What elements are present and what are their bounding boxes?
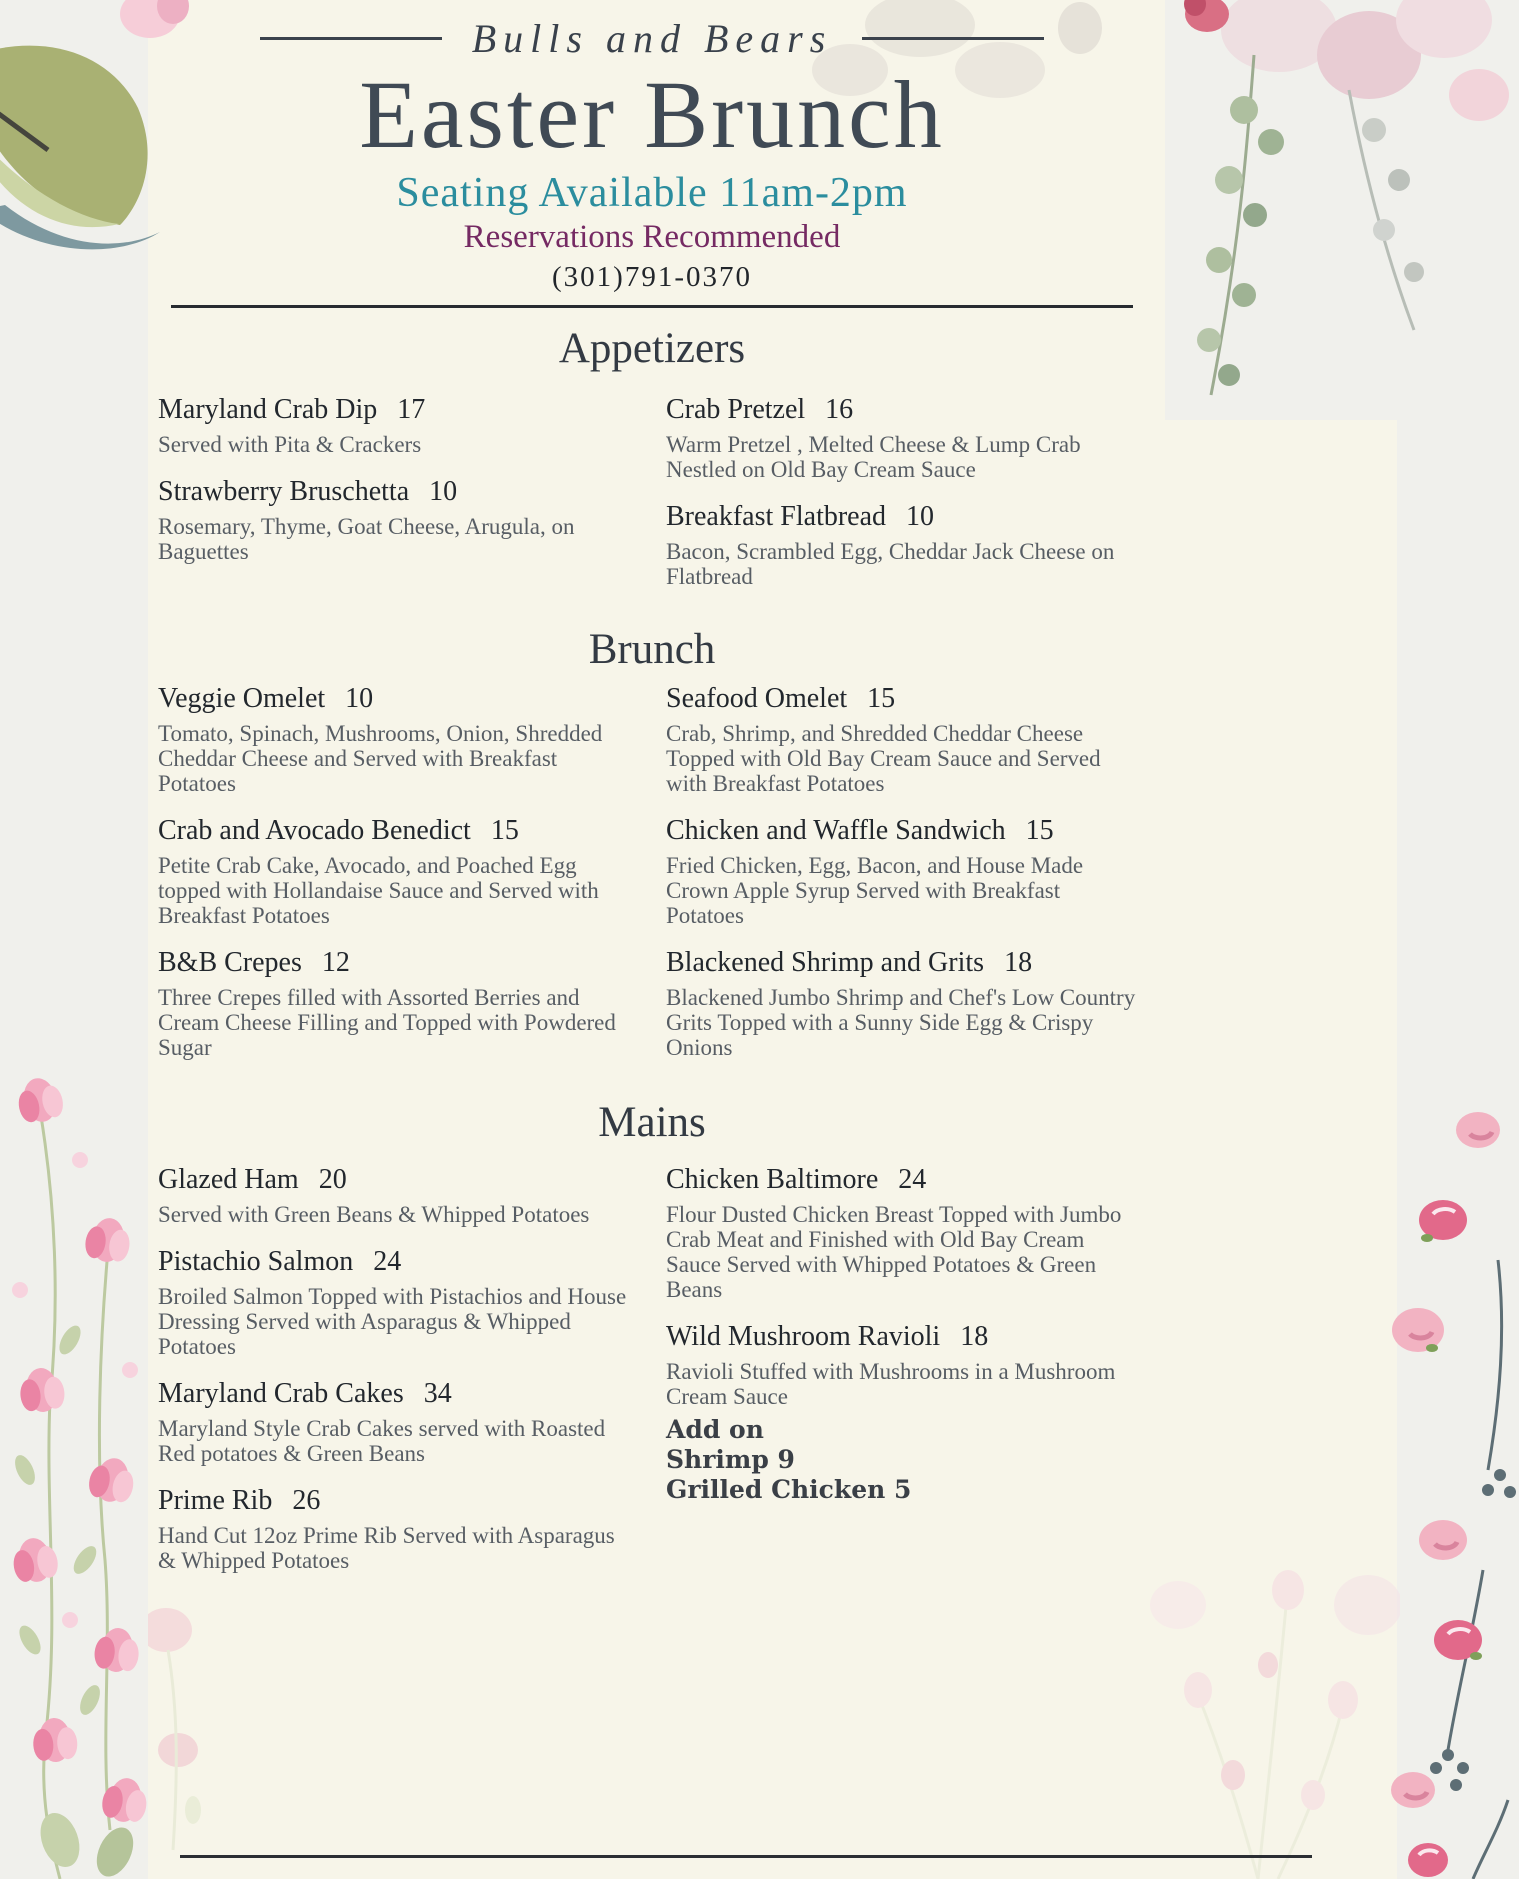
item-name: Wild Mushroom Ravioli [666, 1320, 941, 1352]
item-description: Hand Cut 12oz Prime Rib Served with Asparagus & Whipped Potatoes [158, 1522, 615, 1573]
addon-item-grilled-chicken: Grilled Chicken 5 [666, 1474, 912, 1504]
item-price: 10 [429, 475, 458, 507]
floral-decoration-bottom-right [1388, 1100, 1519, 1879]
menu-item-breakfast-flatbread [666, 500, 1146, 589]
item-price: 18 [1004, 946, 1033, 978]
item-description: Maryland Style Crab Cakes served with Roasted Red potatoes & Green Beans [158, 1415, 606, 1466]
item-price: 15 [490, 814, 519, 846]
item-price: 10 [906, 500, 935, 532]
item-name: B&B Crepes [158, 946, 302, 978]
item-name: Chicken Baltimore [666, 1163, 879, 1195]
item-name: Blackened Shrimp and Grits [666, 946, 985, 978]
menu-content [158, 0, 1146, 1591]
item-price: 26 [292, 1484, 321, 1516]
section-heading-mains: Mains [598, 1098, 706, 1146]
menu-item-maryland-crab-cakes [158, 1377, 666, 1466]
item-description: Crab, Shrimp, and Shredded Cheddar Cheese Topped with Old Bay Cream Sauce and Served with Breakfast Potatoes [666, 720, 1101, 796]
item-description: Rosemary, Thyme, Goat Cheese, Arugula, on Baguettes [158, 513, 575, 564]
item-name: Strawberry Bruschetta [158, 475, 410, 507]
addon-item-shrimp: Shrimp 9 [666, 1444, 795, 1474]
menu-header [158, 0, 1146, 308]
phone-number: (301)791-0370 [552, 260, 752, 293]
menu-item-crab-avocado-benedict [158, 814, 666, 928]
item-price: 17 [397, 393, 426, 425]
item-description: Warm Pretzel , Melted Cheese & Lump Crab Nestled on Old Bay Cream Sauce [666, 431, 1081, 482]
item-name: Crab Pretzel [666, 393, 806, 425]
addon-label: Add on [666, 1414, 764, 1444]
menu-item-chicken-baltimore [666, 1163, 1146, 1302]
item-name: Maryland Crab Cakes [158, 1377, 404, 1409]
section-brunch [158, 625, 1146, 1078]
section-mains [158, 1098, 1146, 1591]
item-name: Chicken and Waffle Sandwich [666, 814, 1006, 846]
item-name: Veggie Omelet [158, 682, 326, 714]
item-name: Glazed Ham [158, 1163, 299, 1195]
menu-item-maryland-crab-dip [158, 393, 666, 457]
menu-item-glazed-ham [158, 1163, 666, 1227]
item-description: Broiled Salmon Topped with Pistachios and House Dressing Served with Asparagus & Whipped Potatoes [158, 1283, 627, 1359]
menu-item-strawberry-bruschetta [158, 475, 666, 564]
item-price: 18 [960, 1320, 989, 1352]
item-description: Ravioli Stuffed with Mushrooms in a Mushroom Cream Sauce [666, 1358, 1116, 1409]
section-heading-brunch: Brunch [588, 625, 716, 673]
item-description: Tomato, Spinach, Mushrooms, Onion, Shredded Cheddar Cheese and Served with Breakfast Potatoes [158, 720, 603, 796]
item-price: 20 [318, 1163, 347, 1195]
item-price: 34 [423, 1377, 452, 1409]
item-description: Served with Green Beans & Whipped Potatoes [158, 1201, 590, 1227]
header-divider [171, 305, 1133, 308]
item-description: Three Crepes filled with Assorted Berries and Cream Cheese Filling and Topped with Powdered Sugar [158, 984, 616, 1060]
item-description: Flour Dusted Chicken Breast Topped with Jumbo Crab Meat and Finished with Old Bay Cream Sauce Served with Whipped Potatoes & Green Beans [666, 1201, 1122, 1302]
item-price: 24 [373, 1245, 402, 1277]
page-title: Easter Brunch [359, 61, 945, 168]
item-price: 24 [898, 1163, 927, 1195]
item-name: Seafood Omelet [666, 682, 848, 714]
item-price: 12 [321, 946, 350, 978]
restaurant-name: Bulls and Bears [471, 15, 833, 61]
menu-item-blackened-shrimp-grits [666, 946, 1146, 1060]
menu-item-veggie-omelet [158, 682, 666, 796]
reservations-note: Reservations Recommended [463, 218, 841, 255]
item-description: Petite Crab Cake, Avocado, and Poached Egg topped with Hollandaise Sauce and Served with Breakfast Potatoes [158, 852, 599, 928]
item-name: Breakfast Flatbread [666, 500, 887, 532]
restaurant-name-row [158, 10, 1146, 66]
item-price: 10 [345, 682, 374, 714]
menu-item-chicken-waffle-sandwich [666, 814, 1146, 928]
right-divider-dash [862, 37, 1044, 40]
menu-item-pistachio-salmon [158, 1245, 666, 1359]
menu-item-crab-pretzel [666, 393, 1146, 482]
section-appetizers [158, 324, 1146, 607]
item-name: Pistachio Salmon [158, 1245, 354, 1277]
item-description: Fried Chicken, Egg, Bacon, and House Made Crown Apple Syrup Served with Breakfast Potatoes [666, 852, 1084, 928]
item-name: Crab and Avocado Benedict [158, 814, 471, 846]
menu-item-prime-rib [158, 1484, 666, 1573]
item-name: Maryland Crab Dip [158, 393, 378, 425]
menu-item-wild-mushroom-ravioli [666, 1320, 1146, 1505]
left-divider-dash [260, 37, 442, 40]
item-price: 16 [825, 393, 854, 425]
menu-item-seafood-omelet [666, 682, 1146, 796]
item-description: Blackened Jumbo Shrimp and Chef's Low Country Grits Topped with a Sunny Side Egg & Crispy Onions [666, 984, 1136, 1060]
item-price: 15 [1025, 814, 1054, 846]
footer-divider [180, 1855, 1312, 1858]
item-name: Prime Rib [158, 1484, 273, 1516]
item-description: Bacon, Scrambled Egg, Cheddar Jack Cheese on Flatbread [666, 538, 1115, 589]
seating-hours: Seating Available 11am-2pm [396, 169, 908, 216]
section-heading-appetizers: Appetizers [558, 324, 746, 372]
addon-block [666, 1415, 1146, 1505]
item-price: 15 [867, 682, 896, 714]
menu-item-bb-crepes [158, 946, 666, 1060]
item-description: Served with Pita & Crackers [158, 431, 422, 457]
